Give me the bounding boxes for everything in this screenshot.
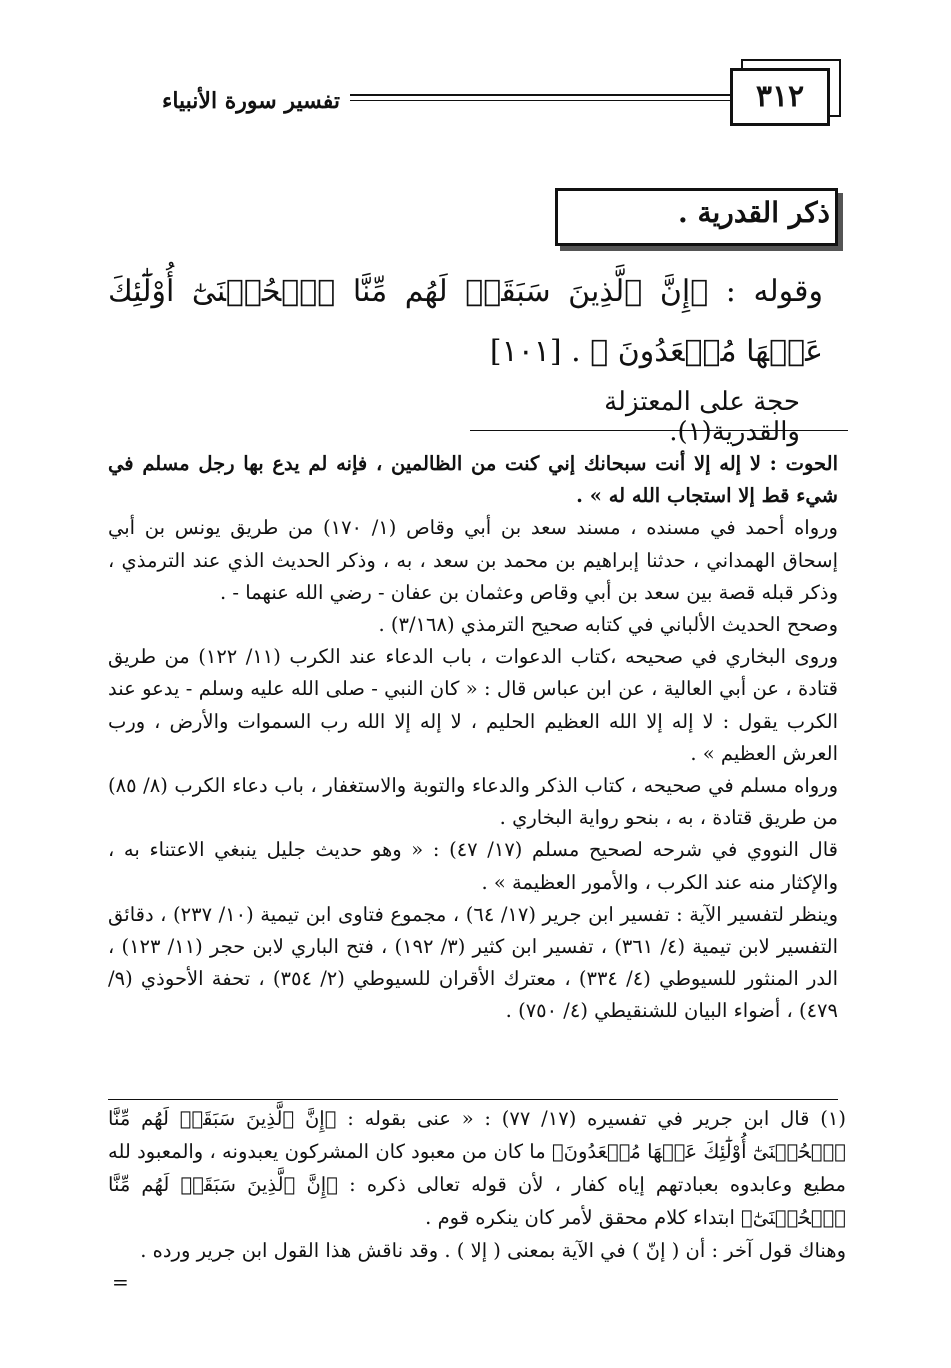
muslim-paragraph: ورواه مسلم في صحيحه ، كتاب الذكر والدعاء والتوبة والاستغفار ، باب دعاء الكرب (٨/ ٨٥) من طريق قتادة ، به ، بنحو رواية البخاري .	[108, 774, 838, 830]
verse-block: وقوله : ﴿إِنَّ ٱلَّذِينَ سَبَقَتۡ لَهُم مِّنَّا ٱلۡحُسۡنَىٰٓ أُوْلَٰٓئِكَ عَنۡهَا مُبۡعَدُونَ ﴾ . [١٠١]	[108, 274, 823, 369]
footnote-rule	[108, 1099, 838, 1100]
topic-line: حجة على المعتزلة والقدرية(١).	[604, 387, 800, 447]
page-number-box	[730, 68, 830, 126]
topic-rule	[470, 430, 848, 431]
bukhari-paragraph: وروى البخاري في صحيحه ،كتاب الدعوات ، باب الدعاء عند الكرب (١١/ ١٢٢) من طريق قتادة ، عن أبي العالية ، عن ابن عباس قال : « كان النبي - صلى الله عليه وسلم - يدعو عند الكرب يقول : لا إله إلا الله العظيم الحليم ، لا إله إلا الله رب السموات والأرض ، ورب العرش العظيم » .	[108, 645, 839, 765]
running-title: تفسير سورة الأنبياء	[161, 88, 340, 114]
header-rule	[350, 94, 732, 96]
nawawi-paragraph: قال النووي في شرحه لصحيح مسلم (١٧/ ٤٧) : « وهو حديث جليل ينبغي الاعتناء به ، والإكثار منه عند الكرب ، والأمور العظيمة » .	[108, 838, 838, 894]
page-number: ٣١٢	[755, 79, 805, 114]
continuation-mark: =	[112, 1270, 129, 1294]
section-title: ذكر القدرية .	[678, 196, 830, 229]
main-footnote-body	[108, 448, 838, 1028]
albani-paragraph: وصحح الحديث الألباني في كتابه صحيح الترمذي (٣/١٦٨) .	[378, 613, 838, 637]
footnote-1-continued: وهناك قول آخر : أن ( إنّ ) في الآية بمعنى ( إلا ) . وقد ناقش هذا القول ابن جرير ورده .	[140, 1239, 846, 1262]
references-paragraph: وينظر لتفسير الآية : تفسير ابن جرير (١٧/ ٦٤) ، مجموع فتاوى ابن تيمية (١٠/ ٢٣٧) ، دقائق التفسير لابن تيمية (٤/ ٣٦١) ، تفسير ابن كثير (٣/ ١٩٢) ، فتح الباري لابن حجر (١١/ ١٢٣) ، الدر المنثور للسيوطي (٤/ ٣٣٤) ، معترك الأقران للسيوطي (٢/ ٣٥٤) ، تحفة الأحوذي (٩/ ٤٧٩) ، أضواء البيان للشنقيطي (٤/ ٧٥٠) .	[108, 902, 839, 1023]
footnotes	[108, 1102, 846, 1267]
hadith-quote-paragraph: الحوت : لا إله إلا أنت سبحانك إني كنت من الظالمين ، فإنه لم يدع بها رجل مسلم في شيء قط إلا استجاب الله له » .	[108, 452, 838, 508]
footnote-1: (١) قال ابن جرير في تفسيره (١٧/ ٧٧) : « عنى بقوله : ﴿إِنَّ ٱلَّذِينَ سَبَقَتۡ لَهُم مِّنَّا ٱلۡحُسۡنَىٰٓ أُوْلَٰٓئِكَ عَنۡهَا مُبۡعَدُونَ﴾ ما كان من معبود كان المشركون يعبدونه ، والمعبود لله مطيع وعابدوه بعبادتهم إياه كفار ، لأن قوله تعالى ذكره : ﴿إِنَّ ٱلَّذِينَ سَبَقَتۡ لَهُم مِّنَّا ٱلۡحُسۡنَىٰٓ﴾ ابتداء كلام محقق لأمر كان ينكره قوم .	[108, 1107, 846, 1229]
header-rule-thin	[350, 100, 732, 101]
ahmad-paragraph: ورواه أحمد في مسنده ، مسند سعد بن أبي وقاص (١/ ١٧٠) من طريق يونس بن أبي إسحاق الهمداني ، حدثنا إبراهيم بن محمد بن سعد ، به ، وذكر الحديث الذي عند الترمذي ، وذكر قبله قصة بين سعد بن أبي وقاص وعثمان بن عفان - رضي الله عنهما - .	[108, 516, 838, 604]
